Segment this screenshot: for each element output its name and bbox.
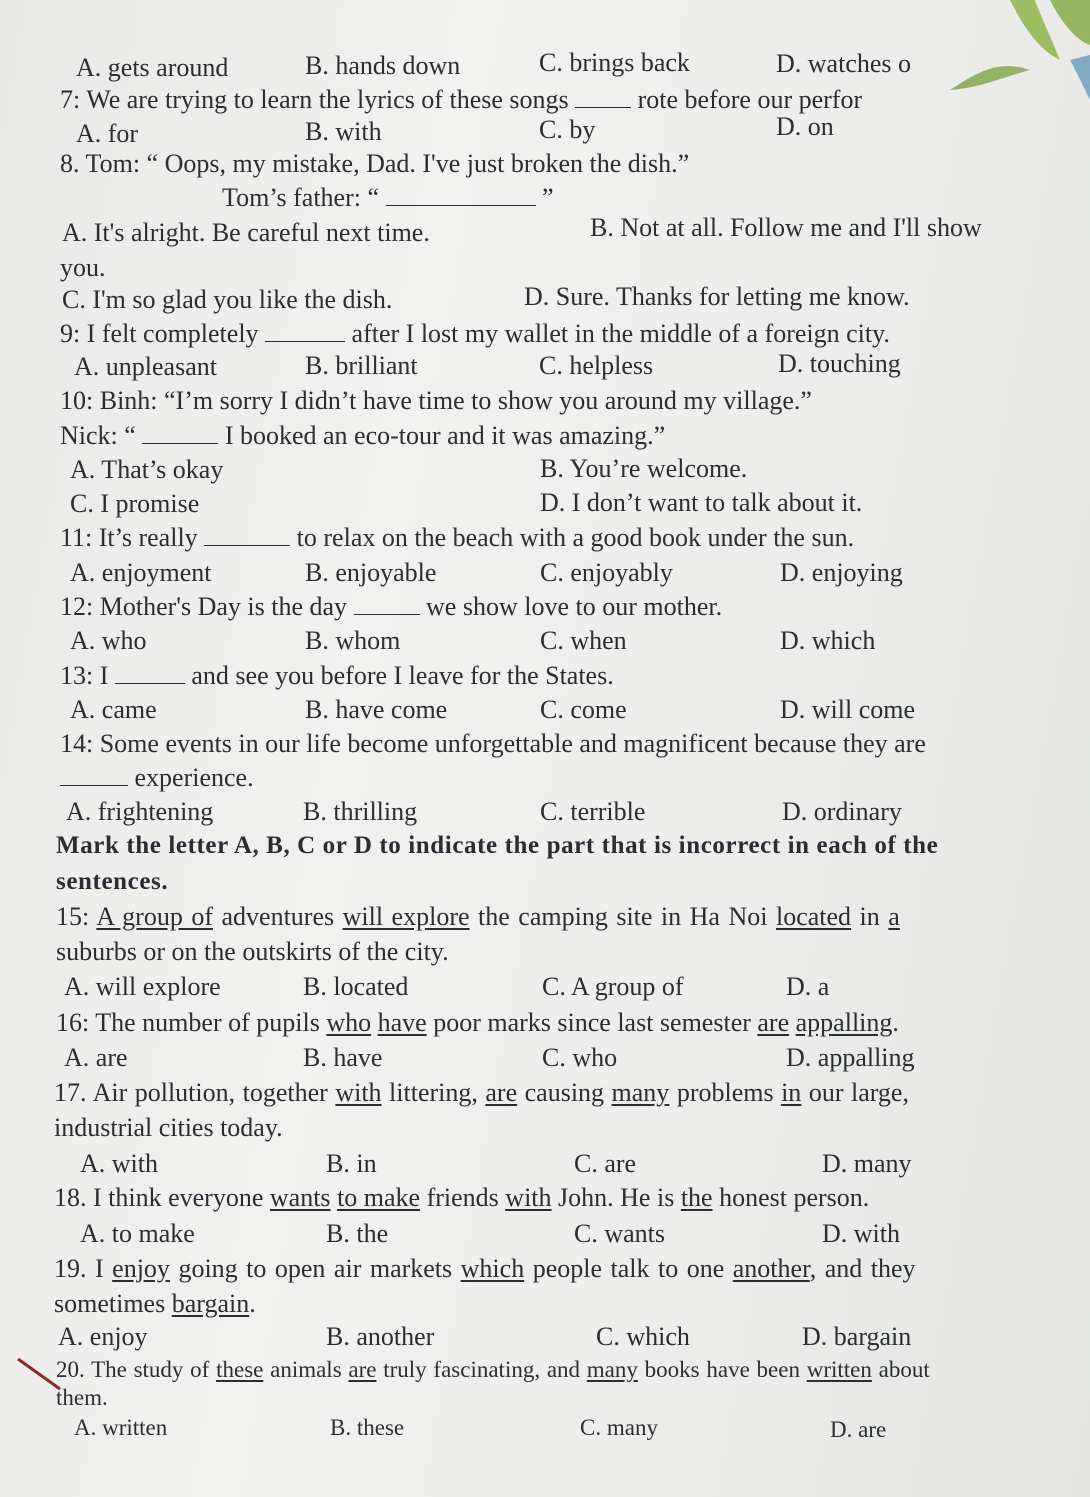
q19-line2-text-1: sometimes [54,1289,166,1318]
q10-question: 10: Binh: “I’m sorry I didn’t have time to show you around my village.” [60,386,812,415]
q7-option-d: D. on [776,112,834,141]
q9-option-b: B. brilliant [305,351,418,380]
q18-option-a: A. to make [80,1219,195,1248]
q8-option-a: A. It's alright. Be careful next time. [62,218,430,247]
q16-underlined-2: have [377,1008,427,1037]
q7-text-before: 7: We are trying to learn the lyrics of these songs [60,85,569,114]
q9-question [60,318,890,350]
q9-option-a: A. unpleasant [74,352,217,381]
q16-underlined-3: are [757,1008,790,1037]
q20-text-3: truly fascinating, and [383,1357,581,1382]
q16-text-2: poor marks since last semester [433,1008,751,1037]
q17-option-a: A. with [80,1149,158,1178]
q7-option-a: A. for [76,119,139,148]
q19-text-1: 19. I [54,1254,104,1283]
q15-text-4: in [859,902,880,931]
q11-option-d: D. enjoying [780,558,903,587]
q14-blank [60,763,128,786]
q18-option-c: C. wants [574,1219,665,1248]
q17-text-1: 17. Air pollution, together [54,1078,328,1107]
q15-line2: suburbs or on the outskirts of the city. [56,937,449,966]
q20-underlined-4: written [806,1357,872,1382]
q19-text-2: going to open air markets [178,1254,453,1283]
q13-text-after: and see you before I leave for the States. [191,661,614,690]
q10-option-b: B. You’re welcome. [540,454,748,483]
q19-option-d: D. bargain [802,1322,912,1351]
q19-option-c: C. which [596,1322,690,1351]
q15-option-d: D. a [786,972,830,1001]
q20-underlined-1: these [216,1357,264,1382]
q18-option-d: D. with [822,1219,900,1248]
q15-question [56,901,900,933]
q20-text-2: animals [270,1357,342,1382]
q20-underlined-3: many [586,1357,638,1382]
q8-option-c: C. I'm so glad you like the dish. [62,285,393,314]
q14-question: 14: Some events in our life become unforgettable and magnificent because they are [60,729,926,758]
q18-text-3: John. He is [558,1183,675,1212]
q18-text-2: friends [426,1183,499,1212]
q15-option-a: A. will explore [64,972,221,1001]
q7-option-b: B. with [305,117,382,146]
q20-option-a: A. written [74,1415,168,1440]
q12-option-d: D. which [780,626,876,655]
q17-text-4: problems [676,1078,774,1107]
q7-question [60,84,862,116]
q17-option-d: D. many [822,1149,912,1178]
q16-option-b: B. have [303,1043,383,1072]
q16-text-3: . [892,1008,899,1037]
q15-option-b: B. located [303,972,409,1001]
q6-option-d: D. watches o [776,49,912,78]
q19-text-3: people talk to one [532,1254,725,1283]
q16-question [56,1007,899,1039]
q15-text-3: the camping site in Ha Noi [478,902,768,931]
q19-option-a: A. enjoy [58,1322,148,1351]
q12-option-b: B. whom [305,626,401,655]
q18-underlined-3: with [505,1183,552,1212]
q9-option-c: C. helpless [539,351,654,380]
q17-underlined-3: many [611,1078,670,1107]
q17-text-2: littering, [389,1078,478,1107]
q14-option-d: D. ordinary [782,797,902,826]
q10-text-before: Nick: “ [60,421,136,450]
q13-question [60,660,614,692]
q15-underlined-4: a [888,902,900,931]
q17-option-b: B. in [326,1149,377,1178]
q19-text-4: , and they [809,1254,916,1283]
q20-text-5: about [878,1357,930,1382]
q9-blank [265,319,345,342]
q20-option-d: D. are [830,1417,887,1442]
q15-underlined-1: A group of [96,902,213,931]
q13-option-a: A. came [70,695,157,724]
q13-option-c: C. come [540,695,627,724]
q13-blank [115,661,185,684]
q18-underlined-1: wants [269,1183,331,1212]
q19-line2-text-2: . [249,1289,256,1318]
q12-blank [354,592,420,615]
q20-question [56,1354,930,1386]
q8-question: 8. Tom: “ Oops, my mistake, Dad. I've just broken the dish.” [60,149,690,178]
q10-option-a: A. That’s okay [70,455,224,484]
q18-question [54,1182,869,1214]
q11-text-before: 11: It’s really [60,523,198,552]
q18-text-4: honest person. [719,1183,870,1212]
q19-underlined-3: another [732,1254,810,1283]
q8-fathers-line [222,182,554,214]
q6-option-c: C. brings back [539,48,690,77]
q9-text-before: 9: I felt completely [60,319,259,348]
leaf-decoration-icon [890,0,1090,110]
q20-line2: them. [56,1385,108,1410]
q14-line2 [60,762,254,794]
q19-question [54,1253,916,1285]
q17-question [54,1077,909,1109]
q19-line2-underlined: bargain [171,1289,250,1318]
q10-text-after: I booked an eco-tour and it was amazing.” [224,421,666,450]
q18-underlined-2: to make [337,1183,421,1212]
section-instruction: Mark the letter A, B, C or D to indicate the part that is incorrect in each of the [56,832,939,859]
q17-line2: industrial cities today. [54,1113,283,1142]
q16-underlined-1: who [326,1008,372,1037]
q7-text-after: rote before our perfor [637,85,863,114]
q17-underlined-4: in [781,1078,802,1107]
q14-text-after: experience. [134,763,254,792]
q14-option-a: A. frightening [66,797,214,826]
q15-text-1: 15: [56,902,90,931]
q12-option-a: A. who [70,626,147,655]
q15-underlined-2: will explore [342,902,470,931]
q12-question [60,591,722,623]
q11-blank [204,523,290,546]
q8-text-before: Tom’s father: “ [222,183,380,212]
q11-option-b: B. enjoyable [305,558,437,587]
q14-option-c: C. terrible [540,797,646,826]
q7-option-c: C. by [539,115,596,144]
q13-text-before: 13: I [60,661,109,690]
q9-text-after: after I lost my wallet in the middle of a foreign city. [351,319,890,348]
q13-option-d: D. will come [780,695,916,724]
q8-option-d: D. Sure. Thanks for letting me know. [524,282,910,311]
q19-option-b: B. another [326,1322,435,1351]
q20-underlined-2: are [348,1357,377,1382]
q6-option-a: A. gets around [76,53,229,82]
q12-text-after: we show love to our mother. [426,592,723,621]
q19-underlined-1: enjoy [112,1254,170,1283]
q20-option-b: B. these [330,1415,405,1440]
q16-option-d: D. appalling [786,1043,915,1072]
q16-text-1: 16: The number of pupils [56,1008,320,1037]
q10-blank [142,421,218,444]
q20-text-1: 20. The study of [56,1357,210,1382]
q17-underlined-1: with [335,1078,382,1107]
q20-option-c: C. many [580,1415,658,1440]
q11-text-after: to relax on the beach with a good book under the sun. [296,523,855,552]
q19-underlined-2: which [460,1254,525,1283]
q15-option-c: C. A group of [542,972,684,1001]
q14-option-b: B. thrilling [303,797,418,826]
q16-option-a: A. are [64,1043,128,1072]
q16-option-c: C. who [542,1043,618,1072]
q8-option-b: B. Not at all. Follow me and I'll show [590,213,982,242]
q16-underlined-4: appalling [795,1008,893,1037]
q11-option-a: A. enjoyment [70,558,212,587]
q18-option-b: B. the [326,1219,389,1248]
q10-nick-line [60,420,665,452]
q20-text-4: books have been [644,1357,800,1382]
section-instruction-cont: sentences. [56,868,169,895]
q15-text-2: adventures [221,902,335,931]
q9-option-d: D. touching [778,349,901,378]
q8-blank [386,183,536,206]
q18-underlined-4: the [680,1183,713,1212]
q8-option-b-continued: you. [60,253,106,282]
q18-text-1: 18. I think everyone [54,1183,264,1212]
q17-text-3: causing [524,1078,605,1107]
q17-underlined-2: are [485,1078,518,1107]
q11-option-c: C. enjoyably [540,558,673,587]
q10-option-d: D. I don’t want to talk about it. [540,488,863,517]
q11-question [60,522,854,554]
q19-line2 [54,1288,256,1320]
q15-underlined-3: located [775,902,852,931]
q13-option-b: B. have come [305,695,448,724]
q12-text-before: 12: Mother's Day is the day [60,592,348,621]
q6-option-b: B. hands down [305,51,461,80]
q10-option-c: C. I promise [70,489,200,518]
q7-blank [575,85,631,108]
q17-text-5: our large, [808,1078,909,1107]
q8-text-after: ” [542,183,554,212]
q17-option-c: C. are [574,1149,637,1178]
q12-option-c: C. when [540,626,627,655]
